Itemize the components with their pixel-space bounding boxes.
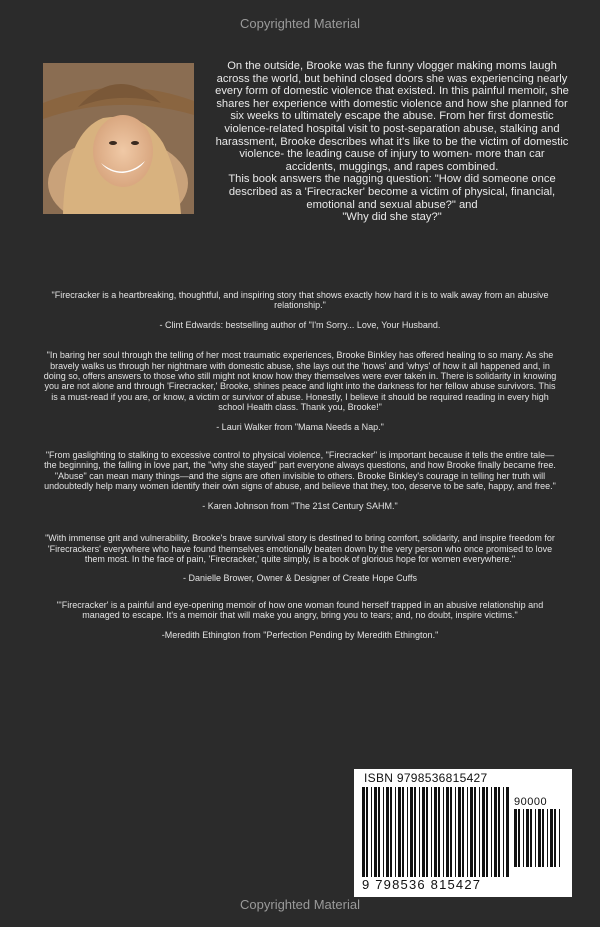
review-quote: "In baring her soul through the telling of her most traumatic experiences, Brooke Binkley has offered healing to so many. As she bravely walks us through her nightmare with domestic abuse, she lays out the 'hows' and 'whys' of how it all happened and, in doing so, offers answers to those who still might not know how they themselves were ever taken in. There is solidarity in knowing you are not alone and through 'Firecracker,' Brooke, shines peace and light into the darkness for her fellow abuse survivors. This is a must-read if you are, or know, a victim or survivor of abuse. Honestly, I believe it should be required reading in every high school Health class. Thank you, Brooke!" xyxy=(43,350,557,413)
review-attribution: - Karen Johnson from "The 21st Century SAHM." xyxy=(202,500,398,511)
review-quote: "From gaslighting to stalking to excessive control to physical violence, "Firecracker" is important because it tells the entire tale—the beginning, the falling in love part, the "why she stayed" part everyone always questions, and how Brooke finally became free. "Abuse" can mean many things—and the signs are often invisible to others. Brooke Binkley's courage in telling her truth will undoubtedly help many women identify their own signs of abuse, and believe that they, too, deserve to be safe, happy, and free." xyxy=(44,450,556,492)
review-quote: "Firecracker is a heartbreaking, thoughtful, and inspiring story that shows exactly how hard it is to walk away from an abusive relationship." xyxy=(51,290,549,311)
blurb-paragraph: "Why did she stay?" xyxy=(342,211,442,224)
review-attribution: - Lauri Walker from "Mama Needs a Nap." xyxy=(216,421,384,432)
barcode-bars xyxy=(360,787,510,879)
review xyxy=(40,350,560,432)
review xyxy=(40,533,560,584)
review-quote: "With immense grit and vulnerability, Brooke's brave survival story is destined to bring comfort, solidarity, and inspire freedom for 'Firecrackers' everywhere who have found themselves emotionally beaten down by the very person who once promised to love them most. In the face of pain, 'Firecracker,' quite simply, is a book of glorious hope for women everywhere." xyxy=(45,533,555,564)
price-barcode-bars xyxy=(512,809,562,869)
blurb-paragraph: This book answers the nagging question: "How did someone once described as a 'Firecracker' become a victim of physical, financial, emotional and sexual abuse?" and xyxy=(228,173,556,211)
reviews-section xyxy=(40,290,560,640)
isbn-barcode xyxy=(354,769,572,897)
review-attribution: - Clint Edwards: bestselling author of "I'm Sorry... Love, Your Husband. xyxy=(159,319,441,330)
review-attribution: - Danielle Brower, Owner & Designer of Create Hope Cuffs xyxy=(183,573,417,584)
blurb-paragraph: On the outside, Brooke was the funny vlogger making moms laugh across the world, but behind closed doors she was experiencing nearly every form of domestic violence that existed. In this painful memoir, she shares her experience with domestic violence and how she planned for six weeks to ultimately escape the abuse. From her first domestic violence-related hospital visit to post-separation abuse, stalking and harassment, Brooke describes what it's like to be the victim of domestic violence- the leading cause of injury to women- more than car accidents, muggings, and rapes combined. xyxy=(215,60,569,173)
copyright-watermark-bottom: Copyrighted Material xyxy=(240,897,360,912)
review xyxy=(40,290,560,330)
copyright-watermark-top: Copyrighted Material xyxy=(240,16,360,31)
review-quote: "'Firecracker' is a painful and eye-opening memoir of how one woman found herself trapped in an abusive relationship and managed to escape. It's a memoir that will make you angry, bring you to tears; and, no doubt, inspire victims." xyxy=(56,599,544,621)
review-attribution: -Meredith Ethington from "Perfection Pending by Meredith Ethington." xyxy=(161,629,439,640)
isbn-label: ISBN 9798536815427 xyxy=(364,771,488,785)
author-photo xyxy=(43,63,194,214)
review xyxy=(40,450,560,511)
book-blurb xyxy=(214,60,570,224)
price-code: 90000 xyxy=(514,796,548,808)
review xyxy=(40,600,560,640)
isbn-digits: 9 798536 815427 xyxy=(362,877,482,892)
